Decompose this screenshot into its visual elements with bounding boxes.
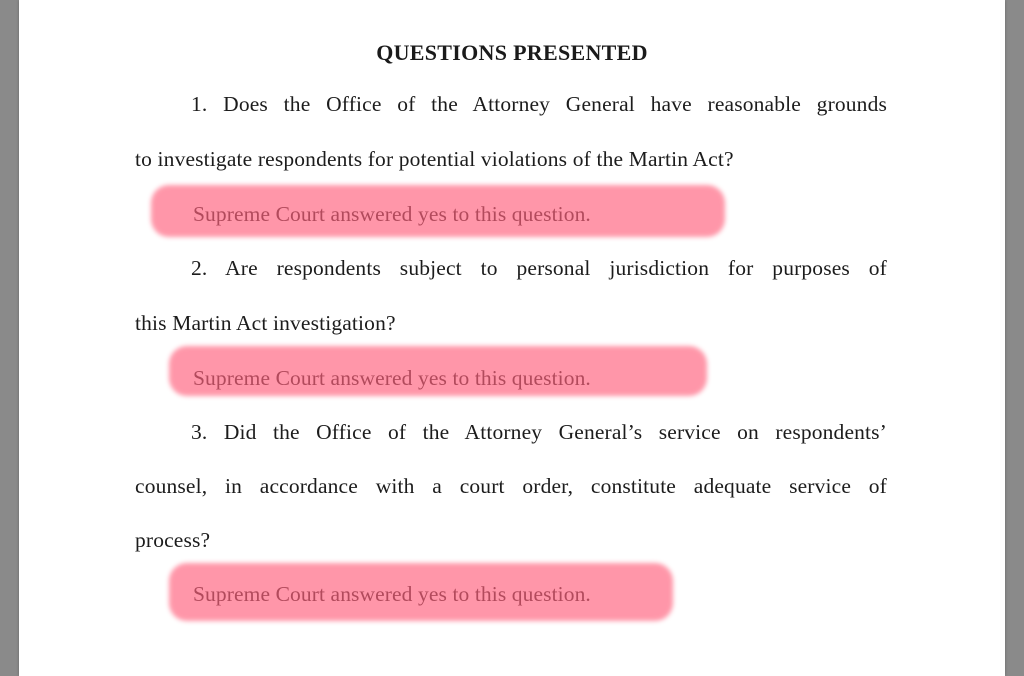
answer-2-annotation: Supreme Court answered yes to this question. [193, 366, 591, 390]
document-page [19, 0, 1005, 676]
question-3-line-2: counsel, in accordance with a court order, constitute adequate service of [135, 474, 887, 498]
answer-1-annotation: Supreme Court answered yes to this question. [193, 202, 591, 226]
question-2-line-1: 2. Are respondents subject to personal jurisdiction for purposes of [191, 256, 887, 280]
question-2-line-2: this Martin Act investigation? [135, 311, 396, 335]
question-3-line-1: 3. Did the Office of the Attorney General’s service on respondents’ [191, 420, 887, 444]
question-1-line-1: 1. Does the Office of the Attorney General have reasonable grounds [191, 92, 887, 116]
question-1-line-2: to investigate respondents for potential violations of the Martin Act? [135, 147, 734, 171]
section-title: QUESTIONS PRESENTED [376, 40, 648, 65]
answer-3-annotation: Supreme Court answered yes to this question. [193, 582, 591, 606]
question-3-line-3: process? [135, 528, 211, 552]
